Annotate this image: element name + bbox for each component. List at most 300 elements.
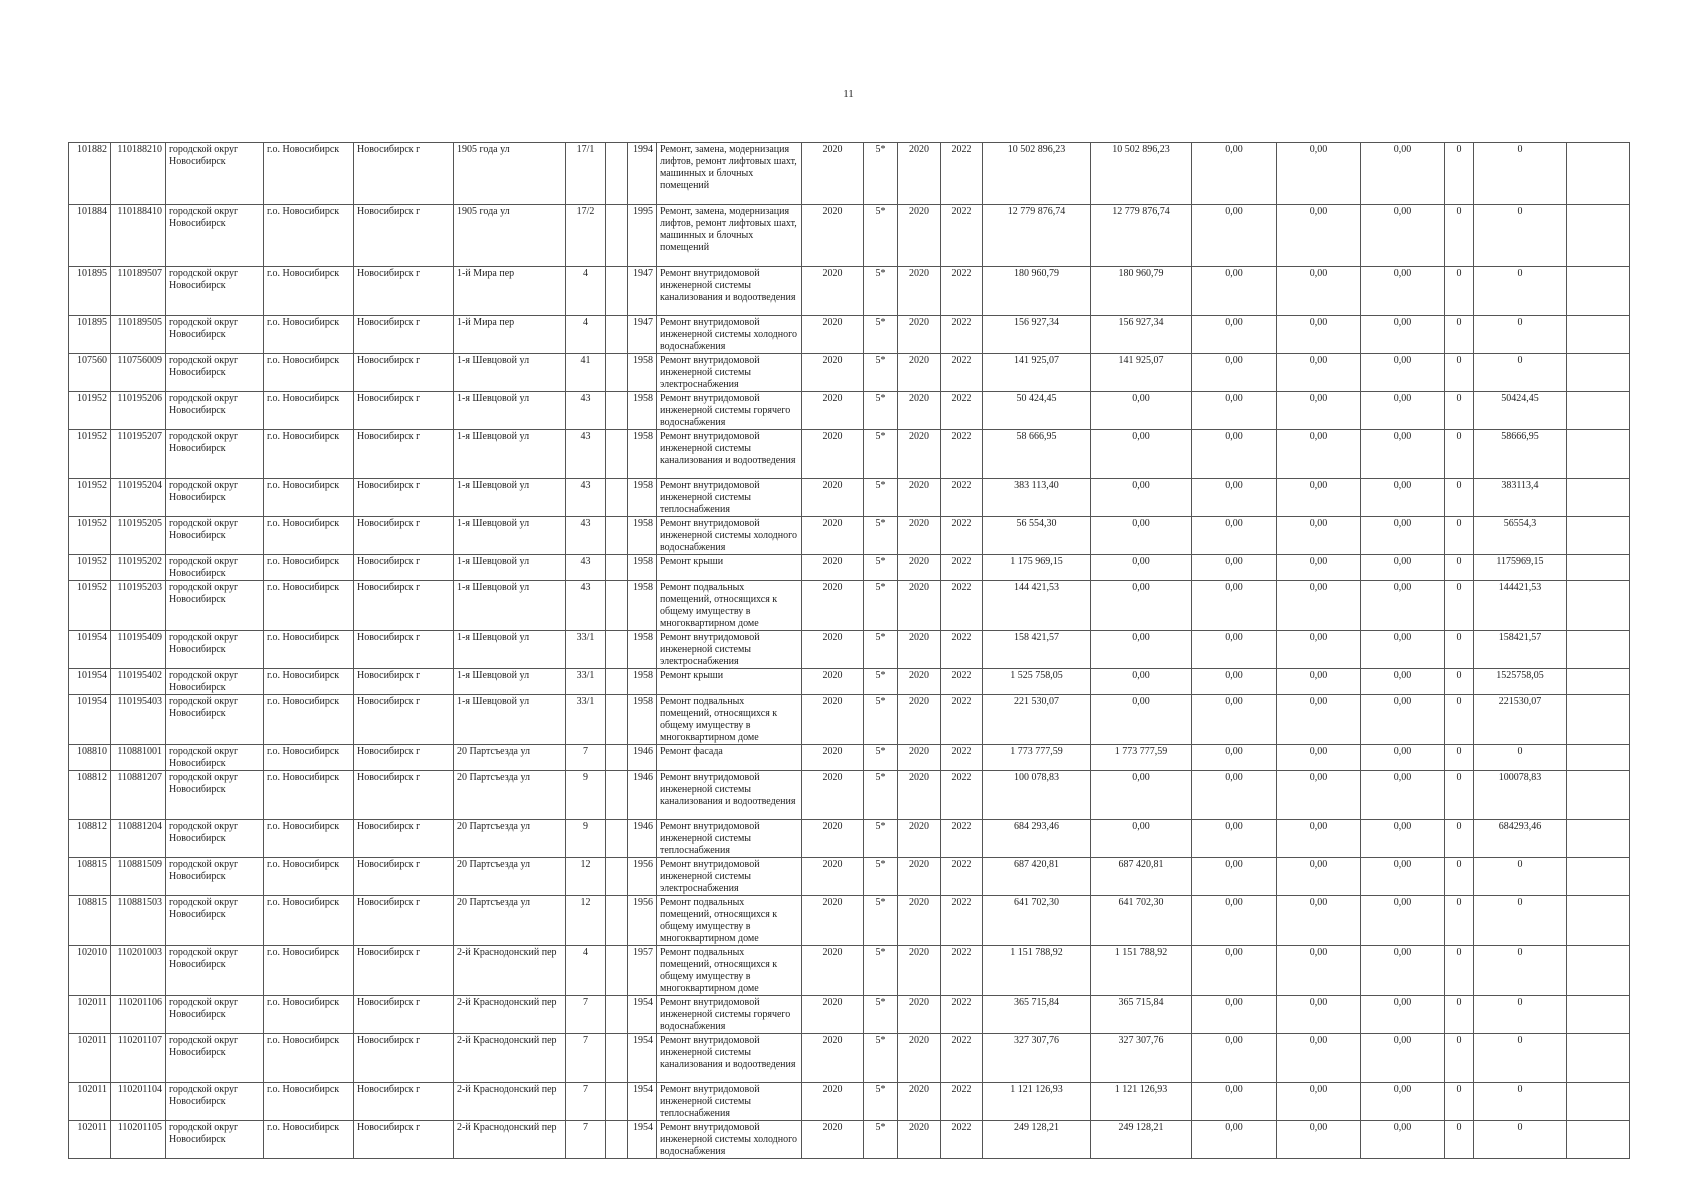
cell-extra: 0 — [1474, 858, 1567, 896]
cell-v3: 0,00 — [1361, 745, 1445, 771]
cell-year-built: 1954 — [628, 1083, 657, 1121]
cell-end-year: 2022 — [941, 946, 983, 996]
cell-id: 101952 — [69, 392, 111, 430]
cell-id: 101884 — [69, 205, 111, 267]
cell-street: 1-я Шевцовой ул — [454, 581, 566, 631]
table-body — [69, 143, 1630, 1159]
cell-municipality: г.о. Новосибирск — [264, 517, 354, 555]
table-row — [69, 695, 1630, 745]
cell-house: 7 — [566, 1121, 606, 1159]
cell-locality: Новосибирск г — [354, 996, 454, 1034]
cell-year-built: 1958 — [628, 354, 657, 392]
cell-code: 110195206 — [111, 392, 166, 430]
cell-flag: 0 — [1445, 581, 1474, 631]
cell-extra: 0 — [1474, 354, 1567, 392]
cell-mark: 5* — [864, 820, 898, 858]
cell-plan-year: 2020 — [802, 479, 864, 517]
cell-locality: Новосибирск г — [354, 631, 454, 669]
cell-v3: 0,00 — [1361, 581, 1445, 631]
table-row — [69, 555, 1630, 581]
table-row — [69, 143, 1630, 205]
cell-house: 4 — [566, 946, 606, 996]
cell-v2: 0,00 — [1277, 669, 1361, 695]
cell-blank — [606, 316, 628, 354]
cell-blank — [606, 896, 628, 946]
cell-code: 110189505 — [111, 316, 166, 354]
cell-year-built: 1946 — [628, 771, 657, 820]
cell-total-cost: 327 307,76 — [983, 1034, 1091, 1083]
cell-flag: 0 — [1445, 745, 1474, 771]
cell-plan-year: 2020 — [802, 316, 864, 354]
cell-flag: 0 — [1445, 1083, 1474, 1121]
cell-blank — [606, 631, 628, 669]
cell-mark: 5* — [864, 1083, 898, 1121]
cell-start-year: 2020 — [898, 695, 941, 745]
cell-tail — [1567, 479, 1630, 517]
cell-house: 43 — [566, 581, 606, 631]
cell-blank — [606, 205, 628, 267]
cell-id: 108815 — [69, 896, 111, 946]
cell-municipality: г.о. Новосибирск — [264, 858, 354, 896]
cell-mark: 5* — [864, 143, 898, 205]
cell-municipality: г.о. Новосибирск — [264, 205, 354, 267]
cell-total-cost: 249 128,21 — [983, 1121, 1091, 1159]
cell-total-cost: 641 702,30 — [983, 896, 1091, 946]
cell-v3: 0,00 — [1361, 205, 1445, 267]
cell-flag: 0 — [1445, 1121, 1474, 1159]
cell-mark: 5* — [864, 581, 898, 631]
cell-v2: 0,00 — [1277, 267, 1361, 316]
cell-district: городской округ Новосибирск — [166, 820, 264, 858]
cell-blank — [606, 267, 628, 316]
cell-work: Ремонт внутридомовой инженерной системы канализования и водоотведения — [657, 267, 802, 316]
cell-district: городской округ Новосибирск — [166, 354, 264, 392]
cell-fund-cost: 141 925,07 — [1091, 354, 1192, 392]
cell-v2: 0,00 — [1277, 1121, 1361, 1159]
cell-code: 110188210 — [111, 143, 166, 205]
cell-year-built: 1958 — [628, 479, 657, 517]
cell-code: 110189507 — [111, 267, 166, 316]
table-row — [69, 354, 1630, 392]
cell-blank — [606, 858, 628, 896]
cell-work: Ремонт внутридомовой инженерной системы холодного водоснабжения — [657, 517, 802, 555]
cell-year-built: 1947 — [628, 267, 657, 316]
cell-start-year: 2020 — [898, 996, 941, 1034]
cell-flag: 0 — [1445, 205, 1474, 267]
cell-code: 110201107 — [111, 1034, 166, 1083]
cell-mark: 5* — [864, 631, 898, 669]
cell-district: городской округ Новосибирск — [166, 555, 264, 581]
cell-total-cost: 10 502 896,23 — [983, 143, 1091, 205]
cell-extra: 0 — [1474, 316, 1567, 354]
cell-total-cost: 56 554,30 — [983, 517, 1091, 555]
cell-street: 2-й Краснодонский пер — [454, 1083, 566, 1121]
cell-v2: 0,00 — [1277, 771, 1361, 820]
cell-plan-year: 2020 — [802, 996, 864, 1034]
cell-house: 41 — [566, 354, 606, 392]
cell-total-cost: 684 293,46 — [983, 820, 1091, 858]
cell-work: Ремонт подвальных помещений, относящихся к общему имуществу в многоквартирном доме — [657, 896, 802, 946]
cell-start-year: 2020 — [898, 820, 941, 858]
cell-district: городской округ Новосибирск — [166, 143, 264, 205]
cell-tail — [1567, 695, 1630, 745]
cell-fund-cost: 1 121 126,93 — [1091, 1083, 1192, 1121]
cell-district: городской округ Новосибирск — [166, 1034, 264, 1083]
cell-tail — [1567, 669, 1630, 695]
cell-blank — [606, 771, 628, 820]
cell-house: 17/1 — [566, 143, 606, 205]
cell-year-built: 1958 — [628, 669, 657, 695]
cell-district: городской округ Новосибирск — [166, 581, 264, 631]
cell-tail — [1567, 745, 1630, 771]
cell-fund-cost: 156 927,34 — [1091, 316, 1192, 354]
cell-mark: 5* — [864, 1034, 898, 1083]
cell-year-built: 1957 — [628, 946, 657, 996]
cell-work: Ремонт внутридомовой инженерной системы горячего водоснабжения — [657, 996, 802, 1034]
cell-locality: Новосибирск г — [354, 771, 454, 820]
cell-plan-year: 2020 — [802, 555, 864, 581]
cell-tail — [1567, 430, 1630, 479]
cell-code: 110188410 — [111, 205, 166, 267]
cell-district: городской округ Новосибирск — [166, 1083, 264, 1121]
cell-year-built: 1947 — [628, 316, 657, 354]
cell-v3: 0,00 — [1361, 1083, 1445, 1121]
cell-code: 110195403 — [111, 695, 166, 745]
cell-tail — [1567, 517, 1630, 555]
cell-tail — [1567, 205, 1630, 267]
cell-v1: 0,00 — [1192, 430, 1277, 479]
cell-fund-cost: 0,00 — [1091, 555, 1192, 581]
cell-v2: 0,00 — [1277, 479, 1361, 517]
cell-municipality: г.о. Новосибирск — [264, 771, 354, 820]
cell-total-cost: 144 421,53 — [983, 581, 1091, 631]
cell-total-cost: 158 421,57 — [983, 631, 1091, 669]
cell-house: 7 — [566, 996, 606, 1034]
cell-id: 102010 — [69, 946, 111, 996]
cell-v1: 0,00 — [1192, 316, 1277, 354]
cell-code: 110201003 — [111, 946, 166, 996]
cell-extra: 0 — [1474, 267, 1567, 316]
cell-code: 110195203 — [111, 581, 166, 631]
cell-v3: 0,00 — [1361, 392, 1445, 430]
cell-total-cost: 687 420,81 — [983, 858, 1091, 896]
cell-locality: Новосибирск г — [354, 517, 454, 555]
cell-municipality: г.о. Новосибирск — [264, 745, 354, 771]
table-row — [69, 896, 1630, 946]
cell-mark: 5* — [864, 479, 898, 517]
cell-id: 107560 — [69, 354, 111, 392]
cell-plan-year: 2020 — [802, 858, 864, 896]
cell-year-built: 1956 — [628, 858, 657, 896]
cell-v1: 0,00 — [1192, 858, 1277, 896]
cell-start-year: 2020 — [898, 946, 941, 996]
cell-street: 1-я Шевцовой ул — [454, 555, 566, 581]
cell-house: 12 — [566, 858, 606, 896]
table-row — [69, 858, 1630, 896]
table-row — [69, 479, 1630, 517]
cell-id: 101895 — [69, 267, 111, 316]
cell-fund-cost: 0,00 — [1091, 430, 1192, 479]
cell-year-built: 1994 — [628, 143, 657, 205]
cell-work: Ремонт внутридомовой инженерной системы холодного водоснабжения — [657, 316, 802, 354]
cell-v1: 0,00 — [1192, 479, 1277, 517]
cell-mark: 5* — [864, 517, 898, 555]
cell-district: городской округ Новосибирск — [166, 316, 264, 354]
cell-v3: 0,00 — [1361, 143, 1445, 205]
cell-id: 101954 — [69, 631, 111, 669]
cell-extra: 0 — [1474, 996, 1567, 1034]
cell-house: 17/2 — [566, 205, 606, 267]
cell-municipality: г.о. Новосибирск — [264, 669, 354, 695]
cell-house: 33/1 — [566, 695, 606, 745]
cell-blank — [606, 581, 628, 631]
cell-street: 1-я Шевцовой ул — [454, 354, 566, 392]
cell-end-year: 2022 — [941, 316, 983, 354]
cell-plan-year: 2020 — [802, 820, 864, 858]
cell-v2: 0,00 — [1277, 745, 1361, 771]
cell-locality: Новосибирск г — [354, 205, 454, 267]
cell-street: 1-я Шевцовой ул — [454, 392, 566, 430]
cell-year-built: 1995 — [628, 205, 657, 267]
cell-district: городской округ Новосибирск — [166, 695, 264, 745]
cell-start-year: 2020 — [898, 745, 941, 771]
cell-street: 20 Партсъезда ул — [454, 858, 566, 896]
cell-district: городской округ Новосибирск — [166, 430, 264, 479]
cell-fund-cost: 327 307,76 — [1091, 1034, 1192, 1083]
cell-v3: 0,00 — [1361, 896, 1445, 946]
cell-total-cost: 58 666,95 — [983, 430, 1091, 479]
cell-end-year: 2022 — [941, 1034, 983, 1083]
cell-extra: 0 — [1474, 946, 1567, 996]
cell-mark: 5* — [864, 695, 898, 745]
cell-v1: 0,00 — [1192, 392, 1277, 430]
cell-code: 110195207 — [111, 430, 166, 479]
cell-work: Ремонт подвальных помещений, относящихся к общему имуществу в многоквартирном доме — [657, 581, 802, 631]
cell-total-cost: 100 078,83 — [983, 771, 1091, 820]
table-row — [69, 996, 1630, 1034]
cell-tail — [1567, 858, 1630, 896]
cell-flag: 0 — [1445, 669, 1474, 695]
cell-municipality: г.о. Новосибирск — [264, 695, 354, 745]
cell-work: Ремонт подвальных помещений, относящихся к общему имуществу в многоквартирном доме — [657, 946, 802, 996]
cell-v2: 0,00 — [1277, 581, 1361, 631]
cell-flag: 0 — [1445, 143, 1474, 205]
table-row — [69, 745, 1630, 771]
cell-municipality: г.о. Новосибирск — [264, 267, 354, 316]
cell-v2: 0,00 — [1277, 205, 1361, 267]
cell-id: 102011 — [69, 1034, 111, 1083]
cell-work: Ремонт внутридомовой инженерной системы электроснабжения — [657, 858, 802, 896]
cell-locality: Новосибирск г — [354, 267, 454, 316]
cell-house: 43 — [566, 392, 606, 430]
cell-flag: 0 — [1445, 354, 1474, 392]
cell-id: 101954 — [69, 669, 111, 695]
cell-plan-year: 2020 — [802, 631, 864, 669]
cell-start-year: 2020 — [898, 669, 941, 695]
cell-fund-cost: 10 502 896,23 — [1091, 143, 1192, 205]
cell-blank — [606, 1121, 628, 1159]
cell-street: 1-я Шевцовой ул — [454, 479, 566, 517]
table-row — [69, 1121, 1630, 1159]
cell-id: 101954 — [69, 695, 111, 745]
table-row — [69, 1083, 1630, 1121]
cell-fund-cost: 0,00 — [1091, 771, 1192, 820]
cell-code: 110201105 — [111, 1121, 166, 1159]
cell-v2: 0,00 — [1277, 858, 1361, 896]
cell-locality: Новосибирск г — [354, 1034, 454, 1083]
cell-end-year: 2022 — [941, 143, 983, 205]
cell-mark: 5* — [864, 858, 898, 896]
cell-extra: 58666,95 — [1474, 430, 1567, 479]
cell-municipality: г.о. Новосибирск — [264, 946, 354, 996]
cell-v2: 0,00 — [1277, 896, 1361, 946]
table-row — [69, 669, 1630, 695]
cell-municipality: г.о. Новосибирск — [264, 479, 354, 517]
table-row — [69, 517, 1630, 555]
table-row — [69, 1034, 1630, 1083]
cell-v3: 0,00 — [1361, 430, 1445, 479]
table-row — [69, 631, 1630, 669]
cell-v3: 0,00 — [1361, 1121, 1445, 1159]
table-row — [69, 205, 1630, 267]
cell-tail — [1567, 771, 1630, 820]
cell-id: 108812 — [69, 771, 111, 820]
cell-municipality: г.о. Новосибирск — [264, 430, 354, 479]
cell-extra: 50424,45 — [1474, 392, 1567, 430]
cell-flag: 0 — [1445, 858, 1474, 896]
cell-house: 12 — [566, 896, 606, 946]
cell-work: Ремонт внутридомовой инженерной системы горячего водоснабжения — [657, 392, 802, 430]
cell-street: 1-я Шевцовой ул — [454, 669, 566, 695]
cell-fund-cost: 12 779 876,74 — [1091, 205, 1192, 267]
cell-flag: 0 — [1445, 996, 1474, 1034]
cell-start-year: 2020 — [898, 517, 941, 555]
cell-v3: 0,00 — [1361, 669, 1445, 695]
cell-blank — [606, 1034, 628, 1083]
cell-id: 108815 — [69, 858, 111, 896]
cell-end-year: 2022 — [941, 479, 983, 517]
cell-municipality: г.о. Новосибирск — [264, 896, 354, 946]
cell-flag: 0 — [1445, 946, 1474, 996]
cell-work: Ремонт внутридомовой инженерной системы теплоснабжения — [657, 1083, 802, 1121]
cell-plan-year: 2020 — [802, 1083, 864, 1121]
cell-municipality: г.о. Новосибирск — [264, 996, 354, 1034]
cell-tail — [1567, 1121, 1630, 1159]
cell-locality: Новосибирск г — [354, 581, 454, 631]
cell-flag: 0 — [1445, 517, 1474, 555]
cell-end-year: 2022 — [941, 205, 983, 267]
cell-extra: 0 — [1474, 205, 1567, 267]
cell-code: 110195409 — [111, 631, 166, 669]
cell-work: Ремонт подвальных помещений, относящихся к общему имуществу в многоквартирном доме — [657, 695, 802, 745]
cell-street: 20 Партсъезда ул — [454, 820, 566, 858]
cell-blank — [606, 745, 628, 771]
cell-v2: 0,00 — [1277, 555, 1361, 581]
cell-mark: 5* — [864, 745, 898, 771]
cell-end-year: 2022 — [941, 771, 983, 820]
cell-end-year: 2022 — [941, 392, 983, 430]
cell-tail — [1567, 1083, 1630, 1121]
cell-v2: 0,00 — [1277, 820, 1361, 858]
cell-extra: 684293,46 — [1474, 820, 1567, 858]
cell-plan-year: 2020 — [802, 517, 864, 555]
cell-v2: 0,00 — [1277, 392, 1361, 430]
cell-code: 110201106 — [111, 996, 166, 1034]
cell-start-year: 2020 — [898, 267, 941, 316]
cell-extra: 221530,07 — [1474, 695, 1567, 745]
cell-blank — [606, 996, 628, 1034]
cell-tail — [1567, 1034, 1630, 1083]
table-row — [69, 581, 1630, 631]
cell-fund-cost: 0,00 — [1091, 517, 1192, 555]
cell-total-cost: 1 525 758,05 — [983, 669, 1091, 695]
cell-v1: 0,00 — [1192, 996, 1277, 1034]
cell-locality: Новосибирск г — [354, 745, 454, 771]
cell-locality: Новосибирск г — [354, 1121, 454, 1159]
cell-code: 110201104 — [111, 1083, 166, 1121]
cell-district: городской округ Новосибирск — [166, 479, 264, 517]
cell-municipality: г.о. Новосибирск — [264, 581, 354, 631]
cell-street: 2-й Краснодонский пер — [454, 946, 566, 996]
cell-plan-year: 2020 — [802, 354, 864, 392]
cell-fund-cost: 0,00 — [1091, 392, 1192, 430]
table-row — [69, 820, 1630, 858]
cell-year-built: 1958 — [628, 392, 657, 430]
cell-flag: 0 — [1445, 820, 1474, 858]
cell-district: городской округ Новосибирск — [166, 631, 264, 669]
cell-blank — [606, 695, 628, 745]
cell-total-cost: 156 927,34 — [983, 316, 1091, 354]
cell-tail — [1567, 354, 1630, 392]
cell-street: 1-й Мира пер — [454, 316, 566, 354]
table-row — [69, 430, 1630, 479]
cell-start-year: 2020 — [898, 479, 941, 517]
cell-v3: 0,00 — [1361, 479, 1445, 517]
cell-year-built: 1946 — [628, 745, 657, 771]
cell-blank — [606, 555, 628, 581]
cell-code: 110195205 — [111, 517, 166, 555]
cell-id: 101952 — [69, 479, 111, 517]
cell-house: 33/1 — [566, 669, 606, 695]
cell-end-year: 2022 — [941, 858, 983, 896]
cell-code: 110195202 — [111, 555, 166, 581]
cell-blank — [606, 143, 628, 205]
cell-flag: 0 — [1445, 430, 1474, 479]
cell-house: 43 — [566, 430, 606, 479]
cell-mark: 5* — [864, 1121, 898, 1159]
cell-street: 2-й Краснодонский пер — [454, 1121, 566, 1159]
table-row — [69, 267, 1630, 316]
cell-blank — [606, 946, 628, 996]
cell-work: Ремонт внутридомовой инженерной системы холодного водоснабжения — [657, 1121, 802, 1159]
cell-total-cost: 180 960,79 — [983, 267, 1091, 316]
cell-end-year: 2022 — [941, 581, 983, 631]
page-number: 11 — [843, 88, 854, 100]
cell-tail — [1567, 267, 1630, 316]
cell-house: 43 — [566, 479, 606, 517]
cell-id: 101952 — [69, 430, 111, 479]
cell-total-cost: 1 175 969,15 — [983, 555, 1091, 581]
cell-mark: 5* — [864, 316, 898, 354]
cell-start-year: 2020 — [898, 430, 941, 479]
cell-v1: 0,00 — [1192, 631, 1277, 669]
cell-total-cost: 50 424,45 — [983, 392, 1091, 430]
cell-district: городской округ Новосибирск — [166, 996, 264, 1034]
cell-mark: 5* — [864, 430, 898, 479]
cell-tail — [1567, 896, 1630, 946]
cell-id: 102011 — [69, 996, 111, 1034]
cell-municipality: г.о. Новосибирск — [264, 555, 354, 581]
